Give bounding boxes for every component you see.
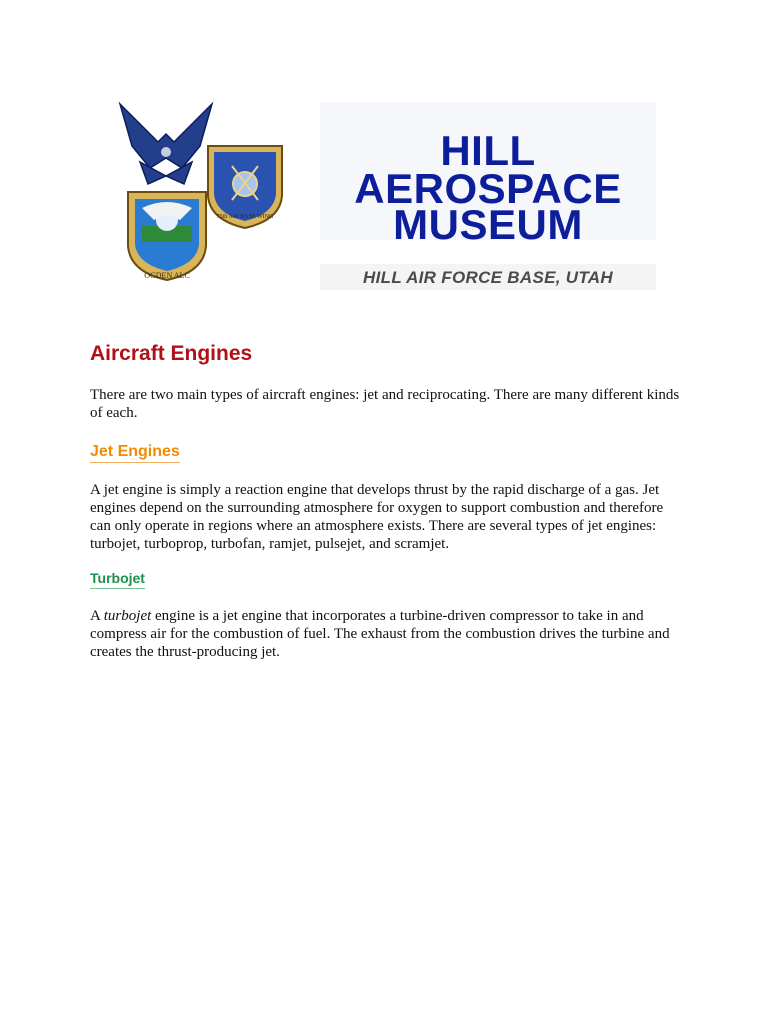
section-heading-turbojet: Turbojet — [90, 569, 145, 589]
header-banner — [110, 96, 656, 292]
ogden-alc-shield-icon — [128, 192, 206, 280]
logo-subtitle: HILL AIR FORCE BASE, UTAH — [363, 268, 613, 287]
turbojet-prefix: A — [90, 608, 104, 624]
museum-logo — [320, 102, 656, 288]
logo-line-hill: HILL — [440, 127, 536, 174]
jet-engines-paragraph: A jet engine is simply a reaction engine that develops thrust by the rapid discharge of a gas. Jet engines depend on the surrounding atmosphere for oxygen to support combustion and therefore can only operate in regions where an atmosphere exists. There are several types of jet engines: turbojet, turboprop, turbofan, ramjet, pulsejet, and scramjet. — [90, 482, 664, 552]
emblem-text-1: 75th AIR BASE WING — [216, 214, 274, 220]
article — [90, 338, 685, 661]
page-title: Aircraft Engines — [90, 342, 253, 365]
air-base-wing-shield-icon — [208, 146, 282, 228]
logo-line-aerospace: AEROSPACE — [354, 165, 622, 212]
intro-paragraph: There are two main types of aircraft engines: jet and reciprocating. There are many different kinds of each. — [90, 387, 680, 421]
section-heading-jet-engines: Jet Engines — [90, 441, 180, 463]
logo-line-museum: MUSEUM — [393, 201, 583, 248]
air-force-symbol-icon — [120, 104, 212, 184]
air-force-emblems — [110, 96, 290, 286]
turbojet-paragraph — [90, 607, 685, 661]
turbojet-rest: engine is a jet engine that incorporates a turbine-driven compressor to take in and compress air for the combustion of fuel. The exhaust from the combustion drives the turbine and creates the thrust-producing jet. — [90, 608, 670, 660]
emblem-text-2: OGDEN ALC — [144, 271, 190, 280]
turbojet-term: turbojet — [103, 608, 152, 624]
